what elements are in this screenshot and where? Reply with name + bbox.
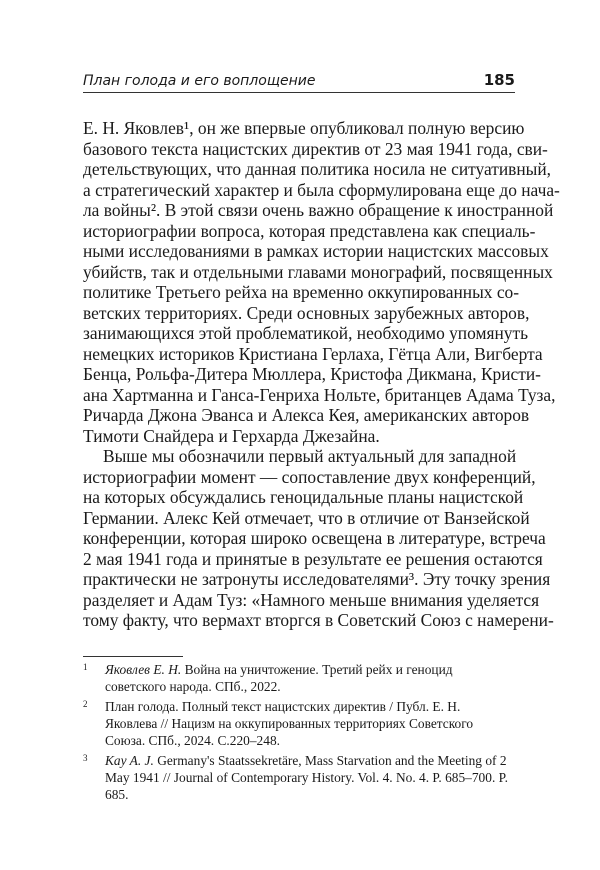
footnote xyxy=(83,661,515,695)
footnote xyxy=(83,698,515,749)
footnotes xyxy=(83,661,515,806)
text-line: разделяет и Адам Туз: «Намного меньше внимания уделяется xyxy=(83,589,540,610)
page-number: 185 xyxy=(483,71,515,89)
text-line: немецких историков Кристиана Герлаха, Гётца Али, Вигберта xyxy=(83,343,543,364)
text-line: базового текста нацистских директив от 23 мая 1941 года, сви- xyxy=(83,138,548,159)
body-text xyxy=(83,118,560,631)
text-line: политике Третьего рейха на временно оккупированных со- xyxy=(83,282,520,302)
text-line: Выше мы обозначили первый актуальный для западной xyxy=(103,446,517,466)
text-line: а стратегический характер и была сформулирована еще до нача- xyxy=(83,179,560,200)
footnote-number: 2 xyxy=(83,699,88,709)
footnote-number: 3 xyxy=(83,753,88,763)
running-header xyxy=(83,70,515,93)
footnote-number: 1 xyxy=(83,662,88,672)
text-line: занимающихся этой проблематикой, необходимо упомянуть xyxy=(83,323,529,343)
footnote-author: Kay A. J. xyxy=(105,753,154,768)
text-line: детельствующих, что данная политика носила не ситуативный, xyxy=(83,159,552,179)
text-line: Германии. Алекс Кей отмечает, что в отличие от Ванзейской xyxy=(83,507,530,528)
text-line: ными исследованиями в рамках истории нацистских массовых xyxy=(83,241,549,261)
footnote-text: Germany's Staatssekretäre, Mass Starvation and the Meeting of 2 May 1941 // Journal of Contemporary History. Vol. 4. No. 4. P. 685–700. P. 685. xyxy=(105,753,508,802)
text-line: ана Хартманна и Ганса-Генриха Нольте, британцев Адама Туза, xyxy=(83,384,556,405)
footnote-text: Война на уничтожение. Третий рейх и геноцид советского народа. СПб., 2022. xyxy=(105,662,453,694)
text-line: Бенца, Рольфа-Дитера Мюллера, Кристофа Дикмана, Кристи- xyxy=(83,364,541,384)
text-line: ветских территориях. Среди основных зарубежных авторов, xyxy=(83,302,530,323)
text-line: ла войны². В этой связи очень важно обращение к иностранной xyxy=(83,200,554,220)
text-line: 2 мая 1941 года и принятые в результате ее решения остаются xyxy=(83,548,543,569)
text-line: историографии вопроса, которая представлена как специаль- xyxy=(83,220,536,241)
text-line: на которых обсуждались геноцидальные планы нацистской xyxy=(83,487,524,507)
running-title: План голода и его воплощение xyxy=(83,73,316,89)
footnote-author: Яковлев Е. Н. xyxy=(105,662,182,677)
text-line: тому факту, что вермахт вторгся в Советский Союз с намерени- xyxy=(83,610,554,630)
text-line: Е. Н. Яковлев¹, он же впервые опубликовал полную версию xyxy=(83,118,525,138)
text-line: Ричарда Джона Эванса и Алекса Кея, американских авторов xyxy=(83,405,530,425)
footnote xyxy=(83,752,515,803)
text-line: конференции, которая широко освещена в литературе, встреча xyxy=(83,528,546,548)
paragraph xyxy=(83,118,560,446)
text-line: практически не затронуты исследователями³. Эту точку зрения xyxy=(83,569,551,589)
footnote-separator xyxy=(83,656,183,657)
text-line: историографии момент — сопоставление двух конференций, xyxy=(83,466,536,487)
footnote-text: План голода. Полный текст нацистских директив / Публ. Е. Н. Яковлева // Нацизм на оккупированных территориях Советского Союза. СПб., 2024. С.220–248. xyxy=(105,699,474,748)
text-line: убийств, так и отдельными главами монографий, посвященных xyxy=(83,261,553,282)
text-line: Тимоти Снайдера и Герхарда Джезайна. xyxy=(83,425,380,446)
paragraph xyxy=(83,446,554,631)
